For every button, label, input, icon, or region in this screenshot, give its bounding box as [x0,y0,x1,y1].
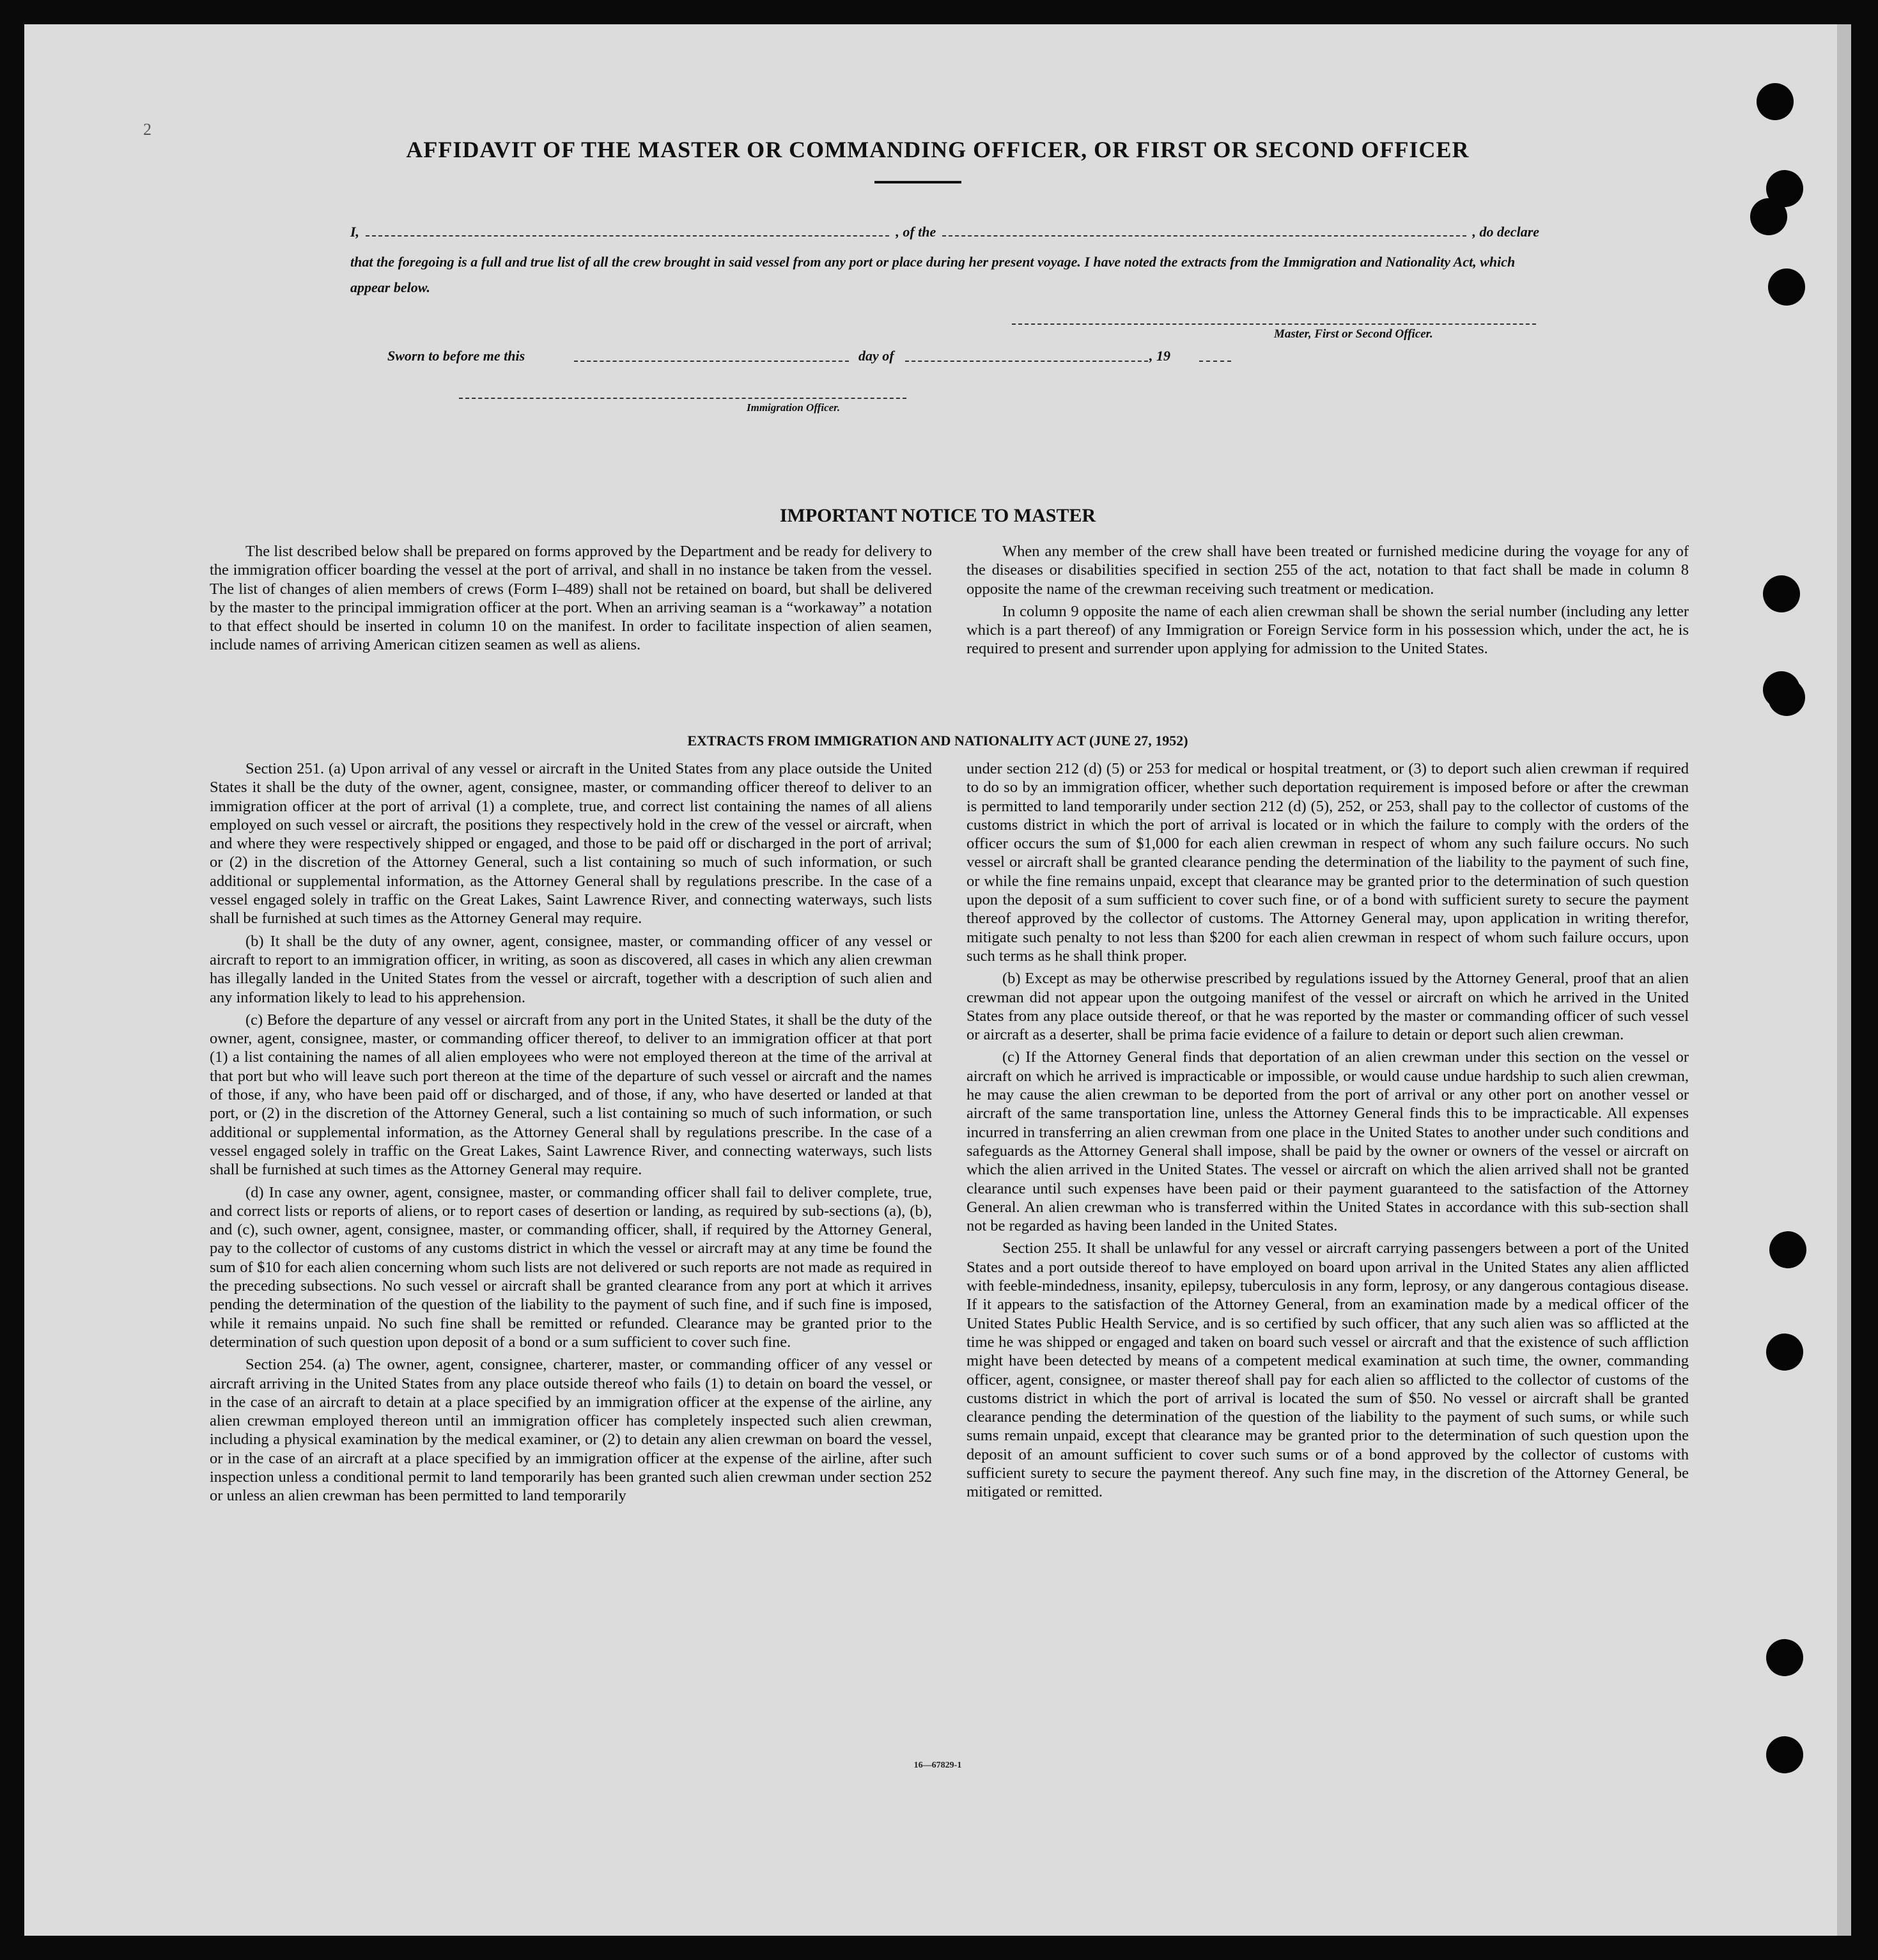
punch-hole [1768,679,1805,716]
punch-hole [1766,1334,1803,1371]
notice-right-p1: When any member of the crew shall have been treated or furnished medicine during the voyage for any of the diseases or disabilities specified in section 255 of the act, notation to that fact shall be made in column 8 opposite the name of the crewman receiving such treatment or medication. [966,543,1689,598]
sworn-date-field[interactable] [574,361,849,362]
of-the-label: , of the [896,224,936,240]
name-field[interactable] [366,226,889,237]
section-254a: Section 254. (a) The owner, agent, consignee, charterer, master, or commanding officer of any vessel or aircraft arriving in the United States from any place outside thereof who fails (1) to detain on board the vessel, or in the case of an aircraft to detain at a place specified by an immigration officer at the expense of the airline, any alien crewman employed thereon until an immigration officer has completely inspected such alien crewman, including a physical examination by the medical examiner, or (2) to detain any alien crewman on board the vessel, or in the case of an aircraft at a place specified by an immigration officer at the expense of the airline, after such inspection unless a conditional permit to land temporarily has been granted such alien crewman under section 252 or unless an alien crewman has been permitted to land temporarily [210,1356,932,1505]
punch-hole [1757,83,1794,120]
section-251b: (b) It shall be the duty of any owner, agent, consignee, master, or commanding officer of any vessel or aircraft to report to an immigration officer, in writing, as soon as discovered, all cases in which any alien crewman has illegally landed in the United States from the vessel or aircraft, together with a description of such alien and any information likely to lead to his apprehension. [210,932,932,1006]
section-254b: (b) Except as may be otherwise prescribed by regulations issued by the Attorney General, proof that an alien crewman did not appear upon the outgoing manifest of the vessel or aircraft on which he arrived in the United States from any place outside thereof, or that he was reported by the master or commanding officer of such vessel or aircraft as a deserter, shall be prima facie evidence of a failure to detain or deport such alien crewman. [966,970,1689,1044]
extracts-right-column [966,759,1689,1505]
notice-left-text: The list described below shall be prepared on forms approved by the Department and be ready for delivery to the immigration officer boarding the vessel at the port of arrival, and shall in no instance be taken from the vessel. The list of changes of alien members of crews (Form I–489) shall not be retained on board, but shall be delivered by the master to the principal immigration officer at the port. When an arriving seaman is a “workaway” a notation to that effect should be inserted in column 10 on the manifest. In order to facilitate inspection of alien seamen, include names of arriving American citizen seamen as well as aliens. [210,543,932,654]
extracts-left-column [210,759,932,1509]
affidavit-title: AFFIDAVIT OF THE MASTER OR COMMANDING OFFICER, OR FIRST OR SECOND OFFICER [406,137,1470,162]
do-declare-label: , do declare [1472,224,1540,240]
vessel-field[interactable] [942,226,1466,237]
punch-hole [1768,268,1805,306]
officer-signature-line[interactable] [459,398,906,399]
page-edge [1837,24,1851,1936]
declaration-block [350,224,1539,300]
punch-hole [1769,1231,1806,1268]
punch-hole [1750,198,1787,235]
notice-right-column [966,542,1689,662]
section-251a: Section 251. (a) Upon arrival of any vessel or aircraft in the United States from any place outside the United States it shall be the duty of the owner, agent, consignee, master, or commanding officer thereof to deliver to an immigration officer at the port of arrival (1) a complete, true, and correct list containing the names of all aliens employed on such vessel or aircraft, the positions they respectively hold in the crew of the vessel or aircraft, when and where they were respectively shipped or engaged, and those to be paid off or discharged in the port of arrival; or (2) in the discretion of the Attorney General, such a list containing so much of such information, or such additional or supplemental information, as the Attorney General shall by regulations prescribe. In the case of a vessel engaged solely in traffic on the Great Lakes, Saint Lawrence River, and connecting waterways, such lists shall be furnished at such times as the Attorney General may require. [210,760,932,928]
year-field[interactable] [1199,361,1231,362]
i-label: I, [350,224,360,240]
punch-hole [1763,575,1800,612]
notice-title: IMPORTANT NOTICE TO MASTER [779,505,1096,526]
section-254a-continued: under section 212 (d) (5) or 253 for medical or hospital treatment, or (3) to deport such alien crewman if required to do so by an immigration officer, whether such deportation requirement is imposed before or after the crewman is permitted to land temporarily under section 212 (d) (5), 252, or 253, shall pay to the collector of customs of the customs district in which the port of arrival is located or in which the failure to comply with the orders of the officer occurs the sum of $1,000 for each alien crewman in respect of whom any such failure occurs. No such vessel or aircraft shall be granted clearance pending the determination of the liability to the payment of such fine, or while the fine remains unpaid, except that clearance may be granted prior to the determination of such question upon the deposit of a sum sufficient to cover such fine, or of a bond with sufficient surety to secure the payment thereof approved by the collector of customs. The Attorney General may, upon application in writing therefor, mitigate such penalty to not less than $200 for each alien crewman in respect of whom such failure occurs, upon such terms as he shall think proper. [966,760,1689,965]
day-of-label: day of [858,348,894,364]
title-underline [874,181,961,183]
extracts-title: EXTRACTS FROM IMMIGRATION AND NATIONALITY ACT (JUNE 27, 1952) [687,733,1188,749]
punch-hole [1766,1639,1803,1676]
section-251d: (d) In case any owner, agent, consignee, master, or commanding officer shall fail to deliver complete, true, and correct lists or reports of aliens, or to report cases of desertion or landing, as required by sub-sections (a), (b), and (c), such owner, agent, consignee, master, or commanding officer, shall, if required by the Attorney General, pay to the collector of customs of any customs district in which the vessel or aircraft may at any time be found the sum of $10 for each alien concerning whom such lists are not delivered or such reports are not made as required in the preceding subsections. No such vessel or aircraft shall be granted clearance from any port at which it arrives pending the determination of the question of the liability to the payment of such fine, and if such fine is imposed, while it remains unpaid. No such fine shall be remitted or refunded. Clearance may be granted prior to the determination of such question upon deposit of a bond or a sum sufficient to cover such fine. [210,1183,932,1351]
section-254c: (c) If the Attorney General finds that deportation of an alien crewman under this section on the vessel or aircraft on which he arrived is impracticable or impossible, or would cause undue hardship to such alien crewman, he may cause the alien crewman to be deported from the port of arrival or any other port on another vessel or aircraft of the same transportation line, unless the Attorney General finds this to be impracticable. All expenses incurred in transferring an alien crewman from one place in the United States to another under such conditions and safeguards as the Attorney General shall impose, shall be paid by the owner or owners of the vessel or aircraft on which the alien arrived in the United States. The vessel or aircraft on which the alien arrived shall not be granted clearance until such expenses have been paid or their payment guaranteed to the satisfaction of the Attorney General. An alien crewman who is transferred within the United States in accordance with this sub-section shall not be regarded as having been landed in the United States. [966,1048,1689,1235]
month-field[interactable] [905,361,1148,362]
section-251c: (c) Before the departure of any vessel or aircraft from any port in the United States, it shall be the duty of the owner, agent, consignee, master, or commanding officer thereof, to deliver to an immigration officer at that port (1) a list containing the names of all alien employees who were not employed thereon at the time of the arrival at that port but who will leave such port thereon at the time of the departure of such vessel or aircraft and the names of those, if any, who have been paid off or discharged, and of those, if any, who have deserted or landed at that port, or (2) in the discretion of the Attorney General, such a list containing so much of such information, or such additional or supplemental information, as the Attorney General shall by regulations prescribe. In the case of a vessel engaged solely in traffic on the Great Lakes, Saint Lawrence River, and connecting waterways, such lists shall be furnished at such times as the Attorney General may require. [210,1011,932,1179]
page-number: 2 [143,120,151,139]
officer-label: Immigration Officer. [747,401,841,414]
notice-right-p2: In column 9 opposite the name of each alien crewman shall be shown the serial number (including any letter which is a part thereof) of any Immigration or Foreign Service form in his possession which, under the act, he is required to present and surrender upon applying for admission to the United States. [966,602,1689,658]
notice-left-column [210,542,932,658]
document-page [24,24,1851,1936]
form-code: 16—67829-1 [913,1761,962,1770]
sworn-label: Sworn to before me this [387,348,525,364]
master-signature-line[interactable] [1012,323,1536,325]
master-label: Master, First or Second Officer. [1274,327,1433,341]
year-label: , 19 [1149,348,1170,364]
section-255: Section 255. It shall be unlawful for any vessel or aircraft carrying passengers between a port of the United States and a port outside thereof to have employed on board upon arrival in the United States any alien afflicted with feeble-mindedness, insanity, epilepsy, tuberculosis in any form, leprosy, or any dangerous contagious disease. If it appears to the satisfaction of the Attorney General, from an examination made by a medical officer of the United States Public Health Service, and is so certified by such officer, that any such alien was so afflicted at the time he was shipped or engaged and taken on board such vessel or aircraft and that the existence of such affliction might have been detected by means of a competent medical examination at such time, the owner, commanding officer, agent, consignee, or master thereof shall pay for each alien so afflicted to the collector of customs of the customs district in which the port of arrival is located the sum of $50. No vessel or aircraft shall be granted clearance pending the determination of the question of the liability to the payment of such sums, or while such sums remain unpaid, except that clearance may be granted prior to the determination of such question upon the deposit of an amount sufficient to cover such sums or of a bond approved by the collector of customs with sufficient surety to secure the payment thereof. Any such fine may, in the discretion of the Attorney General, be mitigated or remitted. [966,1240,1689,1501]
declaration-text: that the foregoing is a full and true list of all the crew brought in said vessel from any port or place during her present voyage. I have noted the extracts from the Immigration and Nationality Act, which appear below. [350,254,1516,295]
